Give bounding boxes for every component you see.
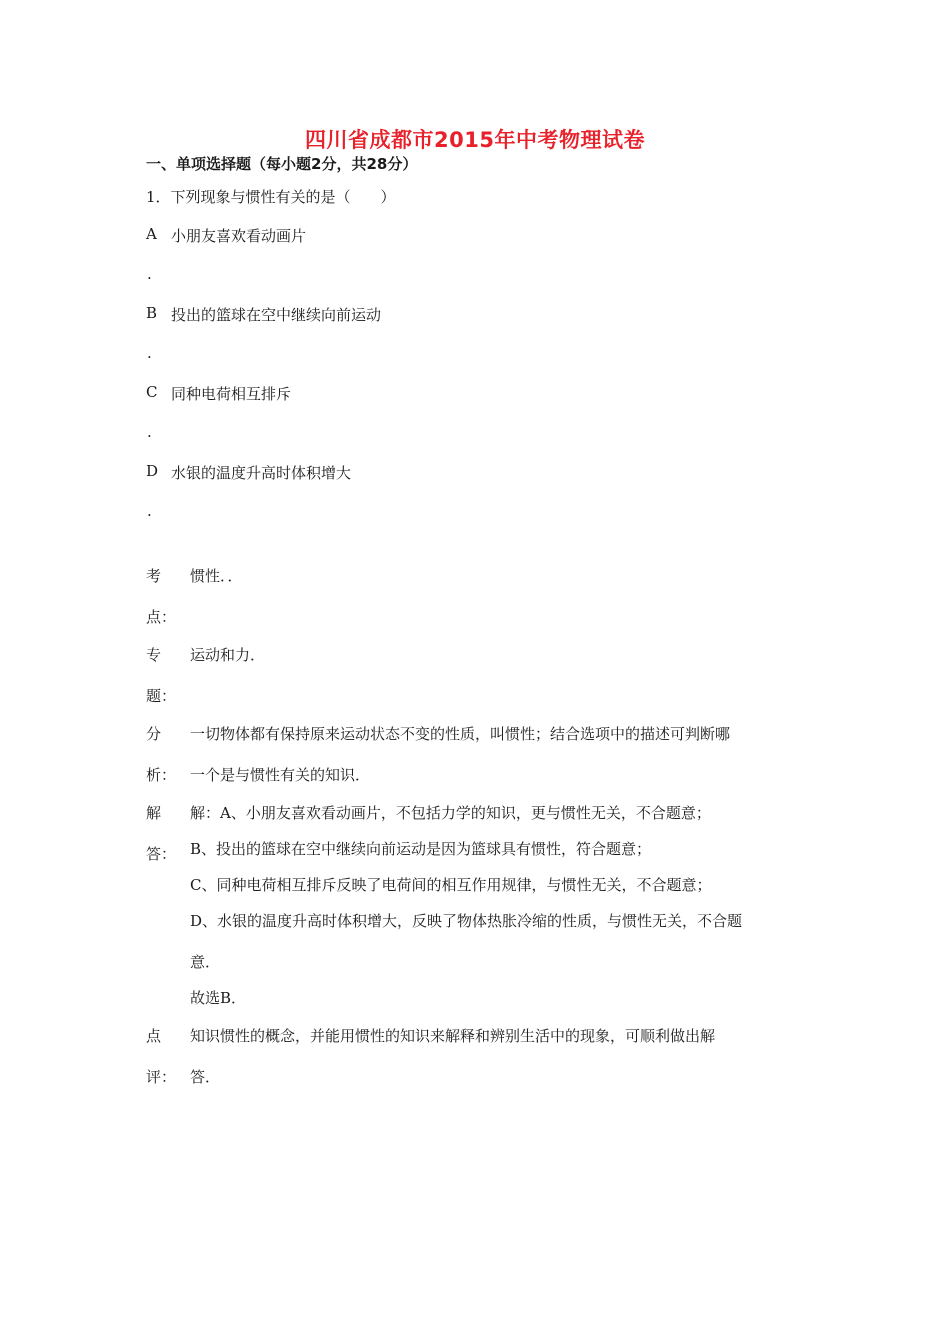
- dianping-label-2: 评：: [146, 1068, 177, 1086]
- jieda-line-4: D、水银的温度升高时体积增大，反映了物体热胀冷缩的性质，与惯性无关，不合题: [190, 912, 743, 930]
- zhuanti-label-1: 专: [146, 646, 162, 664]
- jieda-label-2: 答：: [146, 845, 177, 863]
- kaodian-text: 惯性．．: [190, 567, 243, 585]
- fenxi-label-2: 析：: [146, 766, 177, 784]
- fenxi-label-1: 分: [146, 725, 162, 743]
- jieda-label-1: 解: [146, 804, 162, 822]
- zhuanti-text: 运动和力．: [190, 646, 266, 664]
- option-b-dot: .: [147, 344, 152, 362]
- exam-title: 四川省成都市2015年中考物理试卷: [305, 128, 645, 152]
- dianping-label-1: 点: [146, 1027, 162, 1045]
- zhuanti-label-2: 题：: [146, 687, 177, 705]
- option-c-text: 同种电荷相互排斥: [171, 385, 292, 403]
- dianping-line-1: 知识惯性的概念，并能用惯性的知识来解释和辨别生活中的现象，可顺利做出解: [190, 1027, 716, 1045]
- jieda-line-1: 解：A、小朋友喜欢看动画片，不包括力学的知识，更与惯性无关，不合题意；: [190, 804, 711, 822]
- option-a-text: 小朋友喜欢看动画片: [171, 227, 307, 245]
- option-a-dot: .: [147, 265, 152, 283]
- option-d-letter: D: [146, 462, 159, 480]
- option-d-text: 水银的温度升高时体积增大: [171, 464, 352, 482]
- option-b-letter: B: [146, 304, 158, 322]
- option-b-text: 投出的篮球在空中继续向前运动: [171, 306, 382, 324]
- question-stem: 1．下列现象与惯性有关的是（ ）: [146, 188, 396, 206]
- kaodian-label-2: 点：: [146, 608, 177, 626]
- section-heading: 一、单项选择题（每小题2分，共28分）: [146, 155, 418, 173]
- jieda-line-2: B、投出的篮球在空中继续向前运动是因为篮球具有惯性，符合题意；: [190, 840, 652, 858]
- dianping-line-2: 答．: [190, 1068, 221, 1086]
- jieda-line-5: 意．: [190, 953, 221, 971]
- fenxi-line-1: 一切物体都有保持原来运动状态不变的性质，叫惯性；结合选项中的描述可判断哪: [190, 725, 731, 743]
- jieda-line-3: C、同种电荷相互排斥反映了电荷间的相互作用规律，与惯性无关，不合题意；: [190, 876, 712, 894]
- option-c-letter: C: [146, 383, 158, 401]
- option-d-dot: .: [147, 502, 152, 520]
- kaodian-label-1: 考: [146, 567, 162, 585]
- jieda-line-6: 故选B．: [190, 989, 247, 1007]
- fenxi-line-2: 一个是与惯性有关的知识．: [190, 766, 371, 784]
- option-a-letter: A: [146, 225, 157, 243]
- option-c-dot: .: [147, 423, 152, 441]
